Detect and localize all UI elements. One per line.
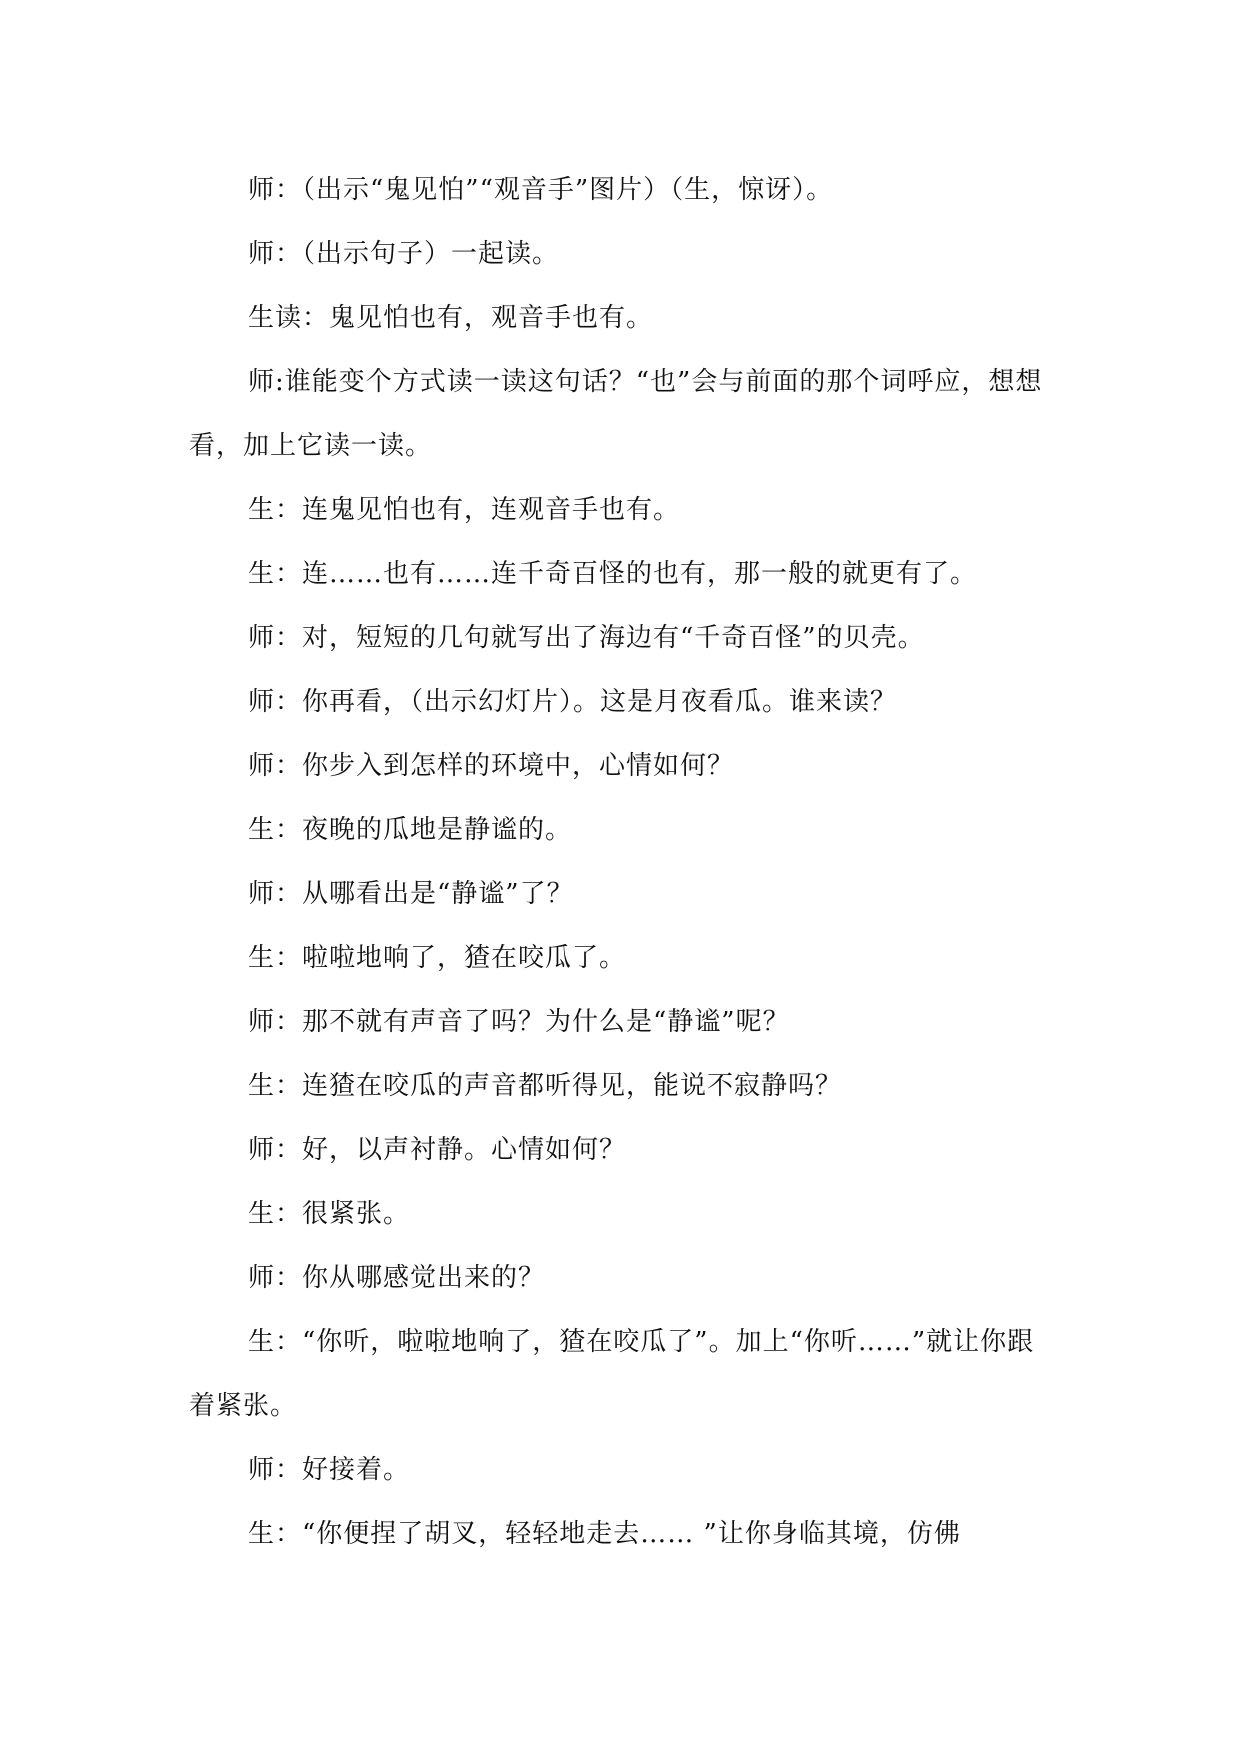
paragraph: 生：连鬼见怕也有，连观音手也有。 — [248, 495, 681, 525]
paragraph: 师：你再看，（出示幻灯片）。这是月夜看瓜。谁来读？ — [248, 687, 898, 717]
paragraph: 师：（出示句子）一起读。 — [248, 239, 560, 269]
paragraph: 生：啦啦地响了，猹在咬瓜了。 — [248, 943, 627, 973]
paragraph: 生：“你听，啦啦地响了，猹在咬瓜了”。加上“你听……”就让你跟着紧张。 — [189, 1327, 1035, 1421]
paragraph: 师：（出示“鬼见怕”“观音手”图片）（生，惊讶）。 — [248, 175, 834, 205]
paragraph: 师：好，以声衬静。心情如何？ — [248, 1135, 627, 1165]
paragraph: 师：对，短短的几句就写出了海边有“千奇百怪”的贝壳。 — [248, 623, 925, 653]
paragraph: 师：你步入到怎样的环境中，心情如何？ — [248, 751, 735, 781]
paragraph: 师:谁能变个方式读一读这句话？“也”会与前面的那个词呼应，想想看，加上它读一读。 — [189, 367, 1043, 461]
paragraph: 师：那不就有声音了吗？为什么是“静谧”呢？ — [248, 1007, 790, 1037]
paragraph: 师：从哪看出是“静谧”了？ — [248, 879, 574, 909]
paragraph: 生：连……也有……连千奇百怪的也有，那一般的就更有了。 — [248, 559, 978, 589]
paragraph: 生：连猹在咬瓜的声音都听得见，能说不寂静吗？ — [248, 1071, 843, 1101]
paragraph: 生读：鬼见怕也有，观音手也有。 — [248, 303, 654, 333]
paragraph: 生：“你便捏了胡叉，轻轻地走去…… ”让你身临其境，仿佛 — [248, 1519, 961, 1549]
document-body — [189, 158, 1051, 1566]
paragraph: 师：你从哪感觉出来的？ — [248, 1263, 546, 1293]
paragraph: 生：很紧张。 — [248, 1199, 411, 1229]
paragraph: 师：好接着。 — [248, 1455, 411, 1485]
paragraph: 生：夜晚的瓜地是静谧的。 — [248, 815, 573, 845]
